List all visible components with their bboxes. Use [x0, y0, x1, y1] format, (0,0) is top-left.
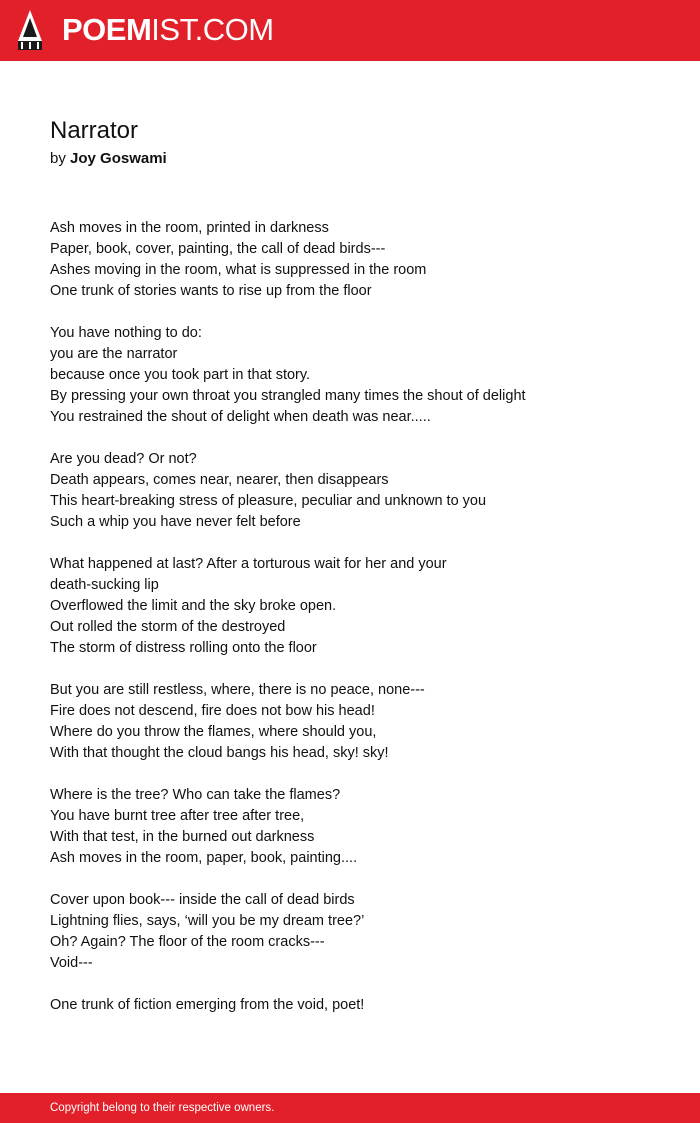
site-header [0, 0, 700, 61]
poem-line: Where is the tree? Who can take the flames? [50, 787, 341, 803]
poem-line: You restrained the shout of delight when death was near..... [50, 409, 431, 425]
poem-line: because once you took part in that story. [50, 367, 311, 383]
logo-brand-bold: POEM [62, 12, 152, 47]
pencil-tip-icon [17, 9, 43, 51]
poem-line: Where do you throw the flames, where should you, [50, 724, 377, 740]
stanza-break [50, 764, 670, 785]
poem-line: Are you dead? Or not? [50, 451, 197, 467]
poem-line: Oh? Again? The floor of the room cracks--- [50, 934, 325, 950]
poem-line: Ash moves in the room, printed in darkness [50, 220, 329, 236]
poem-line: Ashes moving in the room, what is suppressed in the room [50, 262, 427, 278]
stanza-break [50, 869, 670, 890]
poem-line: Fire does not descend, fire does not bow his head! [50, 703, 375, 719]
stanza-break [50, 302, 670, 323]
poem-line: Cover upon book--- inside the call of dead birds [50, 892, 355, 908]
poem-line: This heart-breaking stress of pleasure, peculiar and unknown to you [50, 493, 487, 509]
poem-line: Death appears, comes near, nearer, then disappears [50, 472, 389, 488]
copyright-text: Copyright belong to their respective owners. [50, 1102, 275, 1114]
poem-line: One trunk of stories wants to rise up from the floor [50, 283, 372, 299]
stanza-break [50, 428, 670, 449]
stanza-break [50, 533, 670, 554]
poem-line: Paper, book, cover, painting, the call of dead birds--- [50, 241, 386, 257]
poem-line: you are the narrator [50, 346, 178, 362]
site-logo[interactable] [62, 12, 274, 48]
poem-line: Void--- [50, 955, 93, 971]
poem-line: death-sucking lip [50, 577, 159, 593]
byline-prefix: by [50, 150, 66, 167]
poem-title: Narrator [50, 117, 139, 144]
stanza-break [50, 659, 670, 680]
poem-author: Joy Goswami [70, 150, 167, 167]
poem-line: By pressing your own throat you strangled many times the shout of delight [50, 388, 526, 404]
poem-line: What happened at last? After a torturous wait for her and your [50, 556, 447, 572]
stanza-break [50, 974, 670, 995]
poem-line: Out rolled the storm of the destroyed [50, 619, 286, 635]
poem-line: Overflowed the limit and the sky broke open. [50, 598, 337, 614]
poem-byline [50, 148, 167, 169]
poem-body [50, 218, 670, 1016]
poem-line: The storm of distress rolling onto the floor [50, 640, 317, 656]
poem-line: Such a whip you have never felt before [50, 514, 301, 530]
logo-brand-light: IST.COM [151, 12, 274, 47]
poem-line: One trunk of fiction emerging from the void, poet! [50, 997, 365, 1013]
poem-line: You have burnt tree after tree after tree, [50, 808, 305, 824]
site-footer [0, 1093, 700, 1123]
poem-line: But you are still restless, where, there is no peace, none--- [50, 682, 425, 698]
poem-line: With that test, in the burned out darkness [50, 829, 315, 845]
poem-line: Lightning flies, says, ‘will you be my dream tree?’ [50, 913, 365, 929]
poem-line: With that thought the cloud bangs his head, sky! sky! [50, 745, 389, 761]
poem-line: You have nothing to do: [50, 325, 202, 341]
poem-line: Ash moves in the room, paper, book, painting.... [50, 850, 358, 866]
